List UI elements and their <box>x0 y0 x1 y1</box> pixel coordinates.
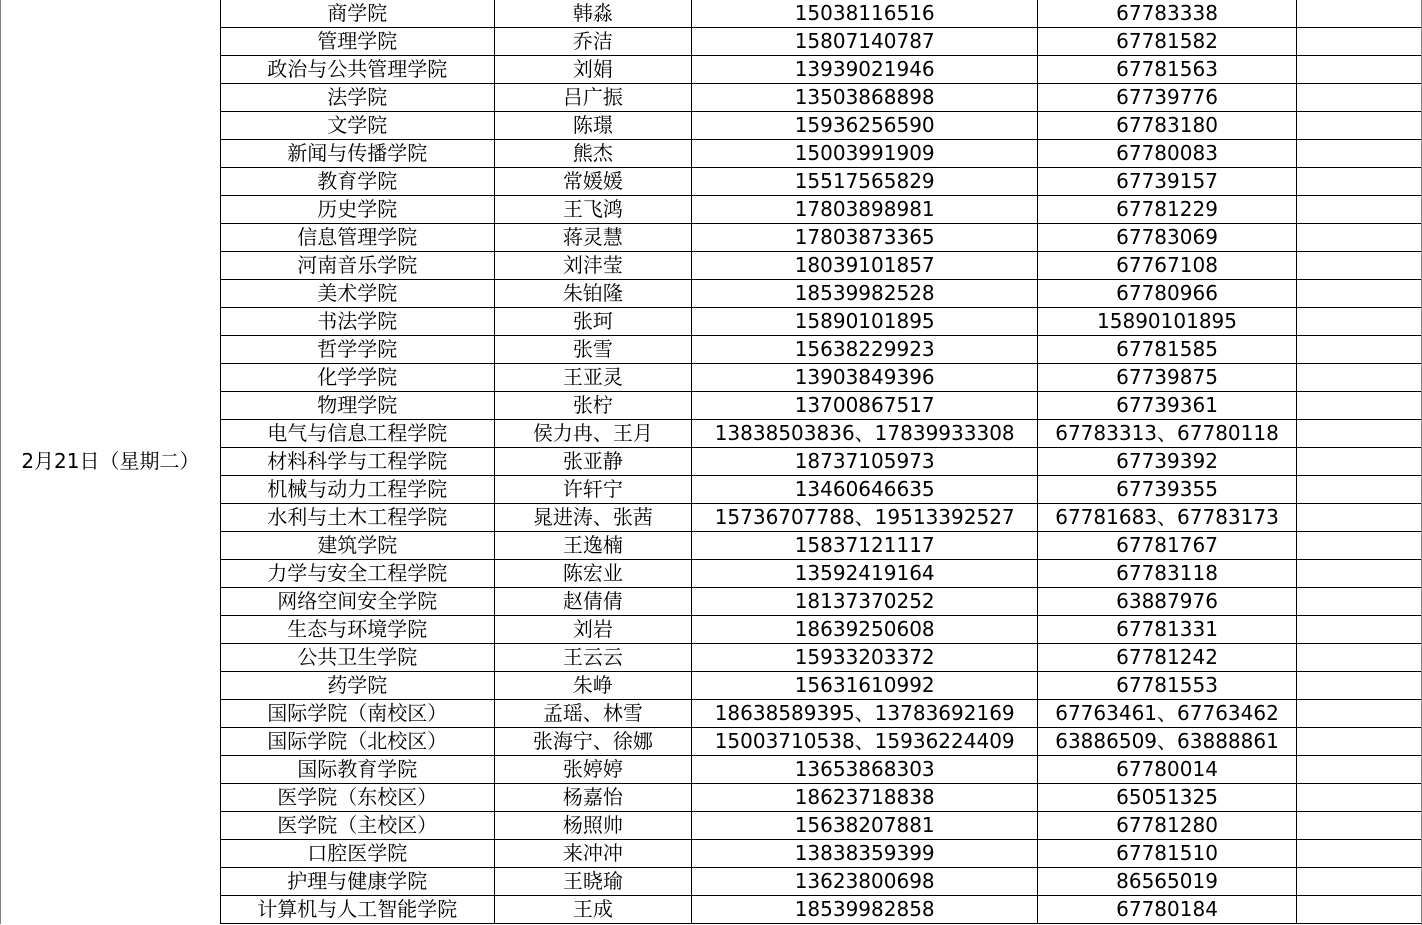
mobile-cell[interactable]: 13903849396 <box>692 364 1038 392</box>
empty-cell[interactable] <box>1296 588 1421 616</box>
empty-cell[interactable] <box>1296 336 1421 364</box>
college-cell[interactable]: 水利与土木工程学院 <box>220 504 494 532</box>
mobile-cell[interactable]: 13939021946 <box>692 56 1038 84</box>
contact-cell[interactable]: 刘沣莹 <box>494 252 692 280</box>
mobile-cell[interactable]: 15837121117 <box>692 532 1038 560</box>
office-cell[interactable]: 86565019 <box>1038 868 1297 896</box>
mobile-cell[interactable]: 15736707788、19513392527 <box>692 504 1038 532</box>
office-cell[interactable]: 67783180 <box>1038 112 1297 140</box>
mobile-cell[interactable]: 13838359399 <box>692 840 1038 868</box>
empty-cell[interactable] <box>1296 616 1421 644</box>
empty-cell[interactable] <box>1296 840 1421 868</box>
contact-cell[interactable]: 孟瑶、林雪 <box>494 700 692 728</box>
college-cell[interactable]: 网络空间安全学院 <box>220 588 494 616</box>
mobile-cell[interactable]: 13700867517 <box>692 392 1038 420</box>
empty-cell[interactable] <box>1296 168 1421 196</box>
empty-cell[interactable] <box>1296 756 1421 784</box>
empty-cell[interactable] <box>1296 224 1421 252</box>
contact-cell[interactable]: 张亚静 <box>494 448 692 476</box>
office-cell[interactable]: 15890101895 <box>1038 308 1297 336</box>
office-cell[interactable]: 67781553 <box>1038 672 1297 700</box>
contact-cell[interactable]: 张雪 <box>494 336 692 364</box>
office-cell[interactable]: 67780014 <box>1038 756 1297 784</box>
empty-cell[interactable] <box>1296 112 1421 140</box>
empty-cell[interactable] <box>1296 896 1421 924</box>
college-cell[interactable]: 国际学院（南校区） <box>220 700 494 728</box>
college-cell[interactable]: 信息管理学院 <box>220 224 494 252</box>
office-cell[interactable]: 63886509、63888861 <box>1038 728 1297 756</box>
college-cell[interactable]: 国际学院（北校区） <box>220 728 494 756</box>
contact-cell[interactable]: 杨嘉怡 <box>494 784 692 812</box>
mobile-cell[interactable]: 13503868898 <box>692 84 1038 112</box>
mobile-cell[interactable]: 15807140787 <box>692 28 1038 56</box>
office-cell[interactable]: 67781331 <box>1038 616 1297 644</box>
office-cell[interactable]: 67783118 <box>1038 560 1297 588</box>
contact-cell[interactable]: 侯力冉、王月 <box>494 420 692 448</box>
contact-cell[interactable]: 陈璟 <box>494 112 692 140</box>
office-cell[interactable]: 67783069 <box>1038 224 1297 252</box>
contact-cell[interactable]: 张婷婷 <box>494 756 692 784</box>
mobile-cell[interactable]: 15631610992 <box>692 672 1038 700</box>
office-cell[interactable]: 67781280 <box>1038 812 1297 840</box>
empty-cell[interactable] <box>1296 532 1421 560</box>
empty-cell[interactable] <box>1296 728 1421 756</box>
contact-cell[interactable]: 朱峥 <box>494 672 692 700</box>
mobile-cell[interactable]: 13653868303 <box>692 756 1038 784</box>
contact-cell[interactable]: 来冲冲 <box>494 840 692 868</box>
empty-cell[interactable] <box>1296 700 1421 728</box>
contact-cell[interactable]: 许轩宁 <box>494 476 692 504</box>
office-cell[interactable]: 67781683、67783173 <box>1038 504 1297 532</box>
office-cell[interactable]: 67780083 <box>1038 140 1297 168</box>
college-cell[interactable]: 教育学院 <box>220 168 494 196</box>
empty-cell[interactable] <box>1296 420 1421 448</box>
contact-cell[interactable]: 刘岩 <box>494 616 692 644</box>
contact-cell[interactable]: 朱铂隆 <box>494 280 692 308</box>
contact-cell[interactable]: 王飞鸿 <box>494 196 692 224</box>
mobile-cell[interactable]: 13592419164 <box>692 560 1038 588</box>
empty-cell[interactable] <box>1296 672 1421 700</box>
contact-cell[interactable]: 张柠 <box>494 392 692 420</box>
office-cell[interactable]: 67781242 <box>1038 644 1297 672</box>
office-cell[interactable]: 67781582 <box>1038 28 1297 56</box>
college-cell[interactable]: 新闻与传播学院 <box>220 140 494 168</box>
contact-cell[interactable]: 刘娟 <box>494 56 692 84</box>
contact-cell[interactable]: 王云云 <box>494 644 692 672</box>
office-cell[interactable]: 65051325 <box>1038 784 1297 812</box>
mobile-cell[interactable]: 18539982858 <box>692 896 1038 924</box>
office-cell[interactable]: 67767108 <box>1038 252 1297 280</box>
date-cell[interactable]: 2月21日（星期二） <box>1 0 221 924</box>
college-cell[interactable]: 河南音乐学院 <box>220 252 494 280</box>
college-cell[interactable]: 历史学院 <box>220 196 494 224</box>
mobile-cell[interactable]: 17803898981 <box>692 196 1038 224</box>
mobile-cell[interactable]: 15638207881 <box>692 812 1038 840</box>
mobile-cell[interactable]: 18639250608 <box>692 616 1038 644</box>
contact-cell[interactable]: 陈宏业 <box>494 560 692 588</box>
mobile-cell[interactable]: 15003710538、15936224409 <box>692 728 1038 756</box>
mobile-cell[interactable]: 18039101857 <box>692 252 1038 280</box>
office-cell[interactable]: 67780184 <box>1038 896 1297 924</box>
mobile-cell[interactable]: 15936256590 <box>692 112 1038 140</box>
empty-cell[interactable] <box>1296 560 1421 588</box>
office-cell[interactable]: 67783338 <box>1038 0 1297 28</box>
empty-cell[interactable] <box>1296 784 1421 812</box>
contact-cell[interactable]: 晁进涛、张茜 <box>494 504 692 532</box>
mobile-cell[interactable]: 15638229923 <box>692 336 1038 364</box>
empty-cell[interactable] <box>1296 868 1421 896</box>
mobile-cell[interactable]: 13623800698 <box>692 868 1038 896</box>
mobile-cell[interactable]: 17803873365 <box>692 224 1038 252</box>
office-cell[interactable]: 67739157 <box>1038 168 1297 196</box>
contact-cell[interactable]: 赵倩倩 <box>494 588 692 616</box>
empty-cell[interactable] <box>1296 448 1421 476</box>
college-cell[interactable]: 文学院 <box>220 112 494 140</box>
office-cell[interactable]: 67780966 <box>1038 280 1297 308</box>
empty-cell[interactable] <box>1296 812 1421 840</box>
college-cell[interactable]: 物理学院 <box>220 392 494 420</box>
contact-cell[interactable]: 常媛媛 <box>494 168 692 196</box>
mobile-cell[interactable]: 13460646635 <box>692 476 1038 504</box>
contact-cell[interactable]: 王成 <box>494 896 692 924</box>
mobile-cell[interactable]: 15038116516 <box>692 0 1038 28</box>
college-cell[interactable]: 护理与健康学院 <box>220 868 494 896</box>
contact-cell[interactable]: 韩淼 <box>494 0 692 28</box>
college-cell[interactable]: 生态与环境学院 <box>220 616 494 644</box>
contact-cell[interactable]: 张珂 <box>494 308 692 336</box>
empty-cell[interactable] <box>1296 28 1421 56</box>
empty-cell[interactable] <box>1296 0 1421 28</box>
office-cell[interactable]: 67739355 <box>1038 476 1297 504</box>
college-cell[interactable]: 美术学院 <box>220 280 494 308</box>
empty-cell[interactable] <box>1296 364 1421 392</box>
mobile-cell[interactable]: 18638589395、13783692169 <box>692 700 1038 728</box>
college-cell[interactable]: 电气与信息工程学院 <box>220 420 494 448</box>
empty-cell[interactable] <box>1296 84 1421 112</box>
college-cell[interactable]: 口腔医学院 <box>220 840 494 868</box>
office-cell[interactable]: 67781585 <box>1038 336 1297 364</box>
empty-cell[interactable] <box>1296 392 1421 420</box>
office-cell[interactable]: 67739776 <box>1038 84 1297 112</box>
table-body <box>1 0 1422 924</box>
contact-cell[interactable]: 王晓瑜 <box>494 868 692 896</box>
contact-cell[interactable]: 吕广振 <box>494 84 692 112</box>
mobile-cell[interactable]: 13838503836、17839933308 <box>692 420 1038 448</box>
empty-cell[interactable] <box>1296 280 1421 308</box>
mobile-cell[interactable]: 15890101895 <box>692 308 1038 336</box>
office-cell[interactable]: 63887976 <box>1038 588 1297 616</box>
contact-cell[interactable]: 乔洁 <box>494 28 692 56</box>
mobile-cell[interactable]: 18137370252 <box>692 588 1038 616</box>
college-cell[interactable]: 建筑学院 <box>220 532 494 560</box>
college-cell[interactable]: 药学院 <box>220 672 494 700</box>
empty-cell[interactable] <box>1296 476 1421 504</box>
college-cell[interactable]: 医学院（东校区） <box>220 784 494 812</box>
office-cell[interactable]: 67763461、67763462 <box>1038 700 1297 728</box>
office-cell[interactable]: 67783313、67780118 <box>1038 420 1297 448</box>
empty-cell[interactable] <box>1296 504 1421 532</box>
contact-cell[interactable]: 张海宁、徐娜 <box>494 728 692 756</box>
empty-cell[interactable] <box>1296 644 1421 672</box>
mobile-cell[interactable]: 18737105973 <box>692 448 1038 476</box>
empty-cell[interactable] <box>1296 56 1421 84</box>
college-cell[interactable]: 管理学院 <box>220 28 494 56</box>
office-cell[interactable]: 67739392 <box>1038 448 1297 476</box>
mobile-cell[interactable]: 18623718838 <box>692 784 1038 812</box>
college-cell[interactable]: 商学院 <box>220 0 494 28</box>
mobile-cell[interactable]: 18539982528 <box>692 280 1038 308</box>
college-cell[interactable]: 法学院 <box>220 84 494 112</box>
empty-cell[interactable] <box>1296 308 1421 336</box>
empty-cell[interactable] <box>1296 196 1421 224</box>
college-cell[interactable]: 政治与公共管理学院 <box>220 56 494 84</box>
office-cell[interactable]: 67781563 <box>1038 56 1297 84</box>
empty-cell[interactable] <box>1296 252 1421 280</box>
mobile-cell[interactable]: 15003991909 <box>692 140 1038 168</box>
office-cell[interactable]: 67781510 <box>1038 840 1297 868</box>
college-cell[interactable]: 计算机与人工智能学院 <box>220 896 494 924</box>
contact-cell[interactable]: 王逸楠 <box>494 532 692 560</box>
table-row <box>1 0 1422 28</box>
contact-cell[interactable]: 王亚灵 <box>494 364 692 392</box>
college-cell[interactable]: 化学学院 <box>220 364 494 392</box>
office-cell[interactable]: 67781229 <box>1038 196 1297 224</box>
college-cell[interactable]: 医学院（主校区） <box>220 812 494 840</box>
college-cell[interactable]: 公共卫生学院 <box>220 644 494 672</box>
college-cell[interactable]: 力学与安全工程学院 <box>220 560 494 588</box>
college-cell[interactable]: 机械与动力工程学院 <box>220 476 494 504</box>
college-cell[interactable]: 书法学院 <box>220 308 494 336</box>
mobile-cell[interactable]: 15933203372 <box>692 644 1038 672</box>
office-cell[interactable]: 67739875 <box>1038 364 1297 392</box>
contact-cell[interactable]: 蒋灵慧 <box>494 224 692 252</box>
empty-cell[interactable] <box>1296 140 1421 168</box>
office-cell[interactable]: 67739361 <box>1038 392 1297 420</box>
mobile-cell[interactable]: 15517565829 <box>692 168 1038 196</box>
college-cell[interactable]: 材料科学与工程学院 <box>220 448 494 476</box>
college-cell[interactable]: 国际教育学院 <box>220 756 494 784</box>
contact-cell[interactable]: 熊杰 <box>494 140 692 168</box>
office-cell[interactable]: 67781767 <box>1038 532 1297 560</box>
college-cell[interactable]: 哲学学院 <box>220 336 494 364</box>
contact-cell[interactable]: 杨照帅 <box>494 812 692 840</box>
